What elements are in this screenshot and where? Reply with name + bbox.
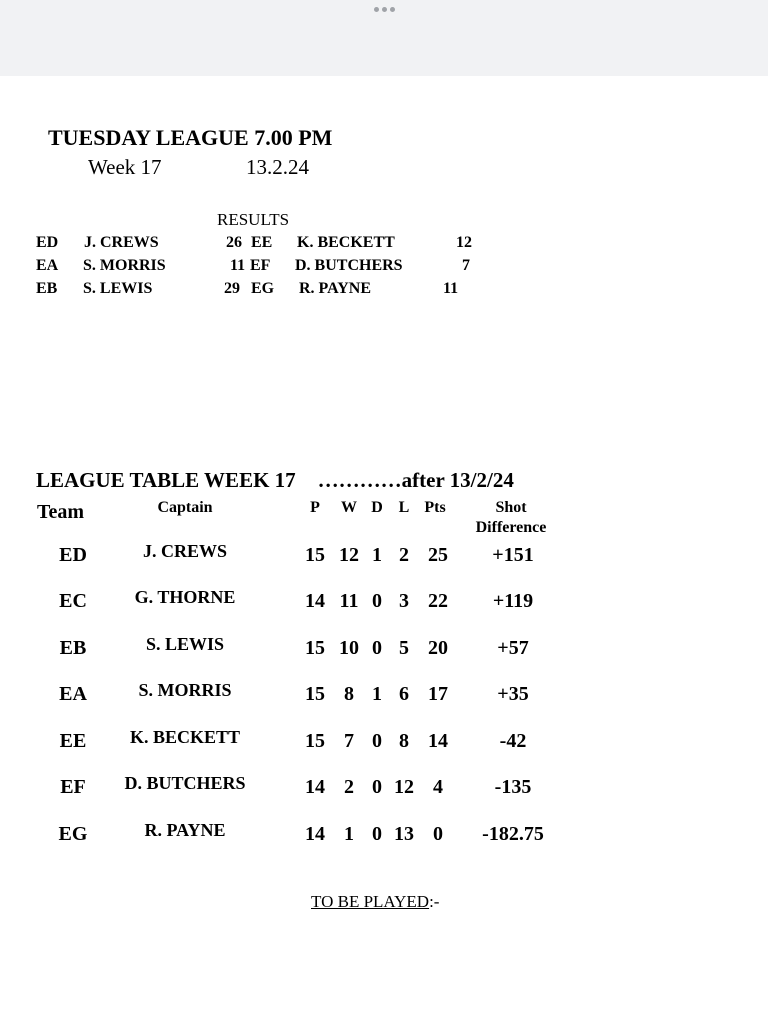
team-captain: S. MORRIS: [138, 680, 232, 700]
header-l: L: [398, 499, 410, 516]
drawn: 0: [372, 823, 382, 845]
home-captain: S. MORRIS: [83, 257, 166, 274]
played: 15: [305, 683, 325, 705]
team-code: EB: [59, 637, 87, 659]
lost: 6: [399, 683, 409, 705]
shot-difference: +35: [497, 683, 529, 705]
home-team: EA: [36, 257, 59, 274]
drawn: 0: [372, 776, 382, 798]
away-captain: D. BUTCHERS: [295, 257, 403, 274]
shot-difference: +57: [497, 637, 529, 659]
header-team: Team: [37, 501, 85, 523]
to-be-played-label: TO BE PLAYED: [311, 892, 430, 911]
points: 25: [428, 544, 448, 566]
won: 11: [339, 590, 359, 612]
won: 12: [339, 544, 359, 566]
team-code: EC: [59, 590, 87, 612]
points: 0: [433, 823, 443, 845]
lost: 13: [394, 823, 414, 845]
home-score: 29: [224, 280, 240, 297]
away-captain: K. BECKETT: [297, 234, 395, 251]
header-difference: Difference: [475, 519, 547, 536]
header-captain: Captain: [157, 499, 213, 516]
shot-difference: +151: [492, 544, 534, 566]
team-code: EE: [59, 730, 87, 752]
played: 15: [305, 544, 325, 566]
points: 22: [428, 590, 448, 612]
won: 10: [339, 637, 359, 659]
won: 1: [344, 823, 354, 845]
played: 15: [305, 637, 325, 659]
away-team: EE: [251, 234, 273, 251]
team-code: EF: [60, 776, 86, 798]
header-shot: Shot: [495, 499, 527, 516]
league-table-title: [36, 468, 514, 493]
home-team: ED: [36, 234, 59, 251]
header-d: D: [371, 499, 383, 516]
league-table-after: …………after 13/2/24: [317, 468, 514, 492]
results-heading: RESULTS: [217, 210, 290, 229]
home-captain: S. LEWIS: [83, 280, 153, 297]
header-w: W: [341, 499, 357, 516]
drawn: 1: [372, 544, 382, 566]
date-label: 13.2.24: [246, 155, 309, 179]
page-title: TUESDAY LEAGUE 7.00 PM: [48, 125, 333, 150]
home-team: EB: [36, 280, 58, 297]
lost: 5: [399, 637, 409, 659]
won: 8: [344, 683, 354, 705]
won: 2: [344, 776, 354, 798]
shot-difference: -182.75: [482, 823, 544, 845]
top-bar: [0, 0, 768, 76]
drawn: 1: [372, 683, 382, 705]
header-p: P: [310, 499, 320, 516]
lost: 8: [399, 730, 409, 752]
points: 4: [433, 776, 443, 798]
team-captain: G. THORNE: [134, 587, 236, 607]
away-captain: R. PAYNE: [299, 280, 372, 297]
lost: 3: [399, 590, 409, 612]
points: 14: [428, 730, 448, 752]
away-score: 11: [443, 280, 459, 297]
points: 20: [428, 637, 448, 659]
away-score: 12: [456, 234, 472, 251]
away-team: EF: [250, 257, 271, 274]
shot-difference: +119: [492, 590, 534, 612]
team-captain: J. CREWS: [142, 541, 228, 561]
home-score: 26: [226, 234, 242, 251]
team-code: EA: [59, 683, 87, 705]
shot-difference: -135: [494, 776, 532, 798]
played: 14: [305, 823, 325, 845]
league-table-heading: LEAGUE TABLE WEEK 17: [36, 468, 296, 492]
more-options-icon[interactable]: [374, 7, 395, 12]
drawn: 0: [372, 637, 382, 659]
shot-difference: -42: [499, 730, 527, 752]
away-team: EG: [251, 280, 275, 297]
won: 7: [344, 730, 354, 752]
to-be-played-suffix: :-: [429, 892, 440, 911]
team-captain: D. BUTCHERS: [124, 773, 246, 793]
drawn: 0: [372, 730, 382, 752]
team-captain: R. PAYNE: [144, 820, 226, 840]
drawn: 0: [372, 590, 382, 612]
team-captain: K. BECKETT: [129, 727, 241, 747]
away-score: 7: [462, 257, 470, 274]
played: 14: [305, 776, 325, 798]
header-pts: Pts: [424, 499, 446, 516]
team-code: EG: [58, 823, 88, 845]
week-label: Week 17: [88, 155, 162, 179]
home-score: 11: [230, 257, 246, 274]
played: 15: [305, 730, 325, 752]
lost: 2: [399, 544, 409, 566]
lost: 12: [394, 776, 414, 798]
home-captain: J. CREWS: [84, 234, 159, 251]
to-be-played: [311, 892, 439, 912]
team-code: ED: [59, 544, 87, 566]
points: 17: [428, 683, 448, 705]
team-captain: S. LEWIS: [145, 634, 225, 654]
played: 14: [305, 590, 325, 612]
